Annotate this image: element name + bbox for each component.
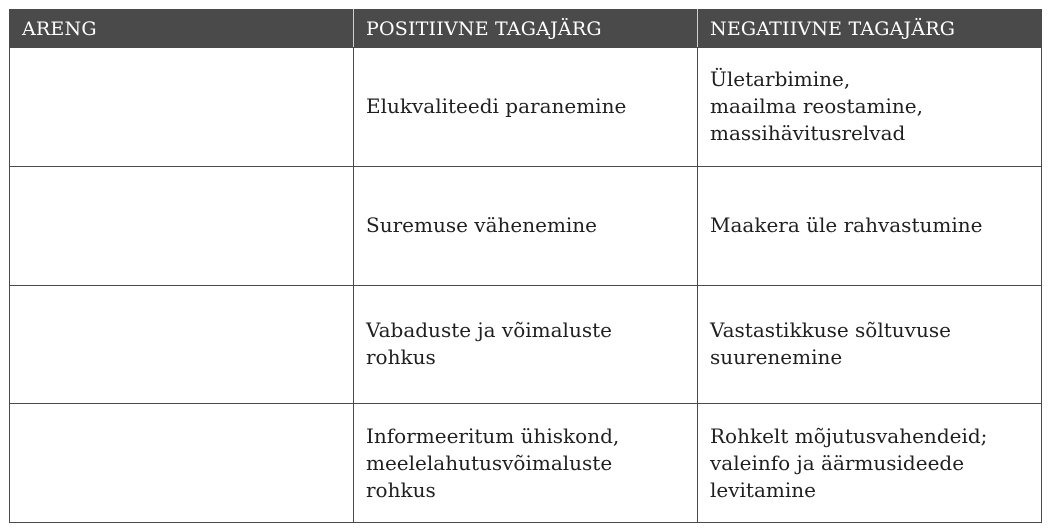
consequences-table-container	[9, 9, 1041, 522]
table-header	[10, 10, 1042, 48]
cell-positive: Suremuse vähenemine	[354, 166, 698, 285]
header-positive-consequence: POSITIIVNE TAGAJÄRG	[354, 10, 698, 48]
header-areng: ARENG	[10, 10, 354, 48]
cell-negative: Rohkelt mõjutusvahendeid; valeinfo ja äärmusideede levitamine	[698, 404, 1042, 523]
cell-negative: Maakera üle rahvastumine	[698, 166, 1042, 285]
header-negative-consequence: NEGATIIVNE TAGAJÄRG	[698, 10, 1042, 48]
header-row	[10, 10, 1042, 48]
cell-negative: Ületarbimine, maailma reostamine, massihävitusrelvad	[698, 48, 1042, 167]
table-body	[10, 48, 1042, 523]
cell-areng	[10, 48, 354, 167]
cell-areng	[10, 404, 354, 523]
table-row	[10, 166, 1042, 285]
table-row	[10, 285, 1042, 404]
table-row	[10, 404, 1042, 523]
cell-areng	[10, 166, 354, 285]
table-row	[10, 48, 1042, 167]
consequences-table	[9, 9, 1042, 523]
cell-negative: Vastastikkuse sõltuvuse suurenemine	[698, 285, 1042, 404]
cell-positive: Elukvaliteedi paranemine	[354, 48, 698, 167]
cell-positive: Informeeritum ühiskond, meelelahutusvõimaluste rohkus	[354, 404, 698, 523]
cell-positive: Vabaduste ja võimaluste rohkus	[354, 285, 698, 404]
cell-areng	[10, 285, 354, 404]
